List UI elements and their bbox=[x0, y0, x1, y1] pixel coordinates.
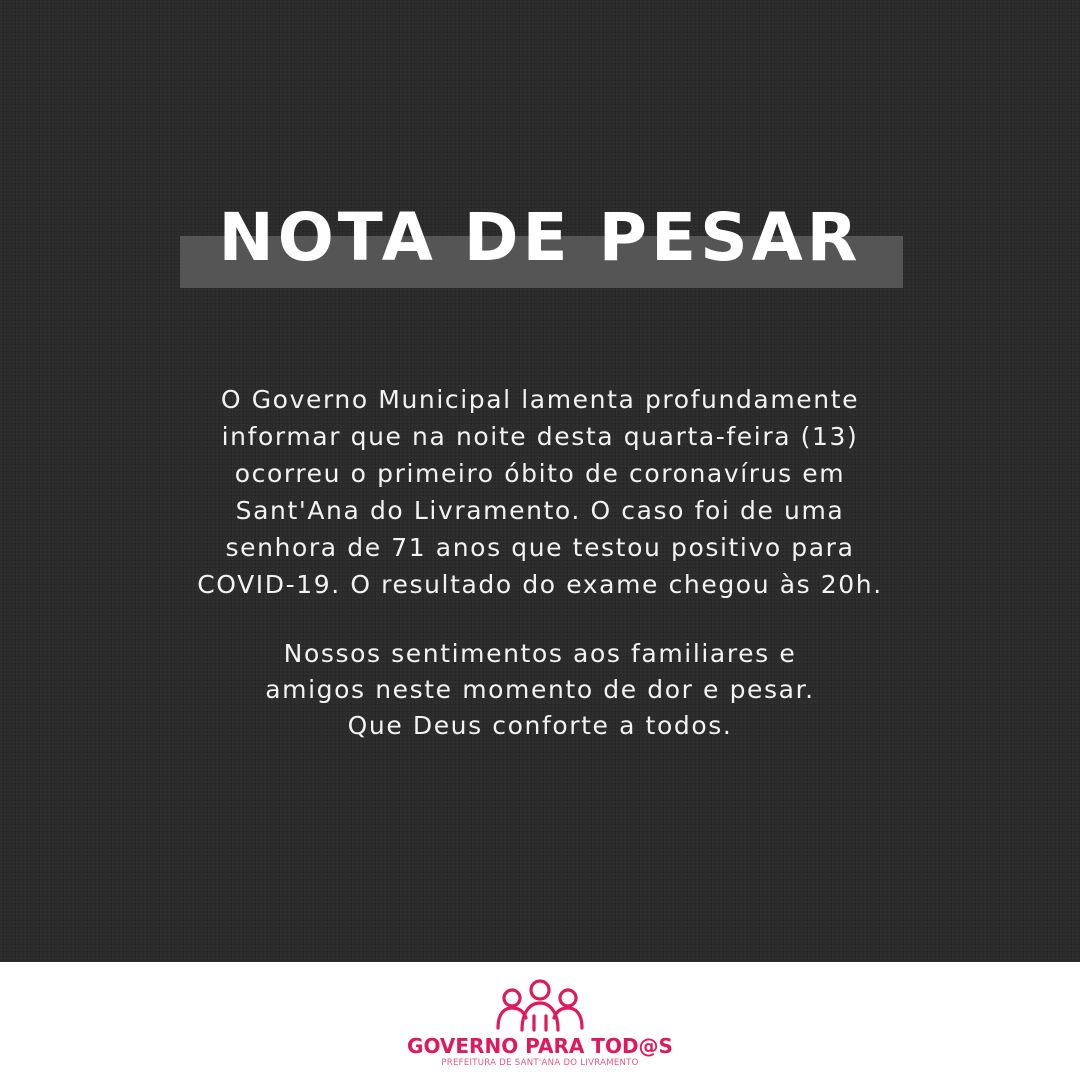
logo-subtitle: PREFEITURA DE SANT'ANA DO LIVRAMENTO bbox=[441, 1058, 639, 1068]
announcement-paragraph bbox=[90, 381, 990, 603]
paragraph-line: O Governo Municipal lamenta profundamente bbox=[220, 385, 860, 414]
paragraph-line: informar que na noite desta quarta-feira (13) bbox=[221, 422, 859, 451]
paragraph-line: COVID-19. O resultado do exame chegou às 20h. bbox=[197, 570, 883, 599]
paragraph-line: Nossos sentimentos aos familiares e bbox=[283, 639, 797, 668]
paragraph-line: senhora de 71 anos que testou positivo para bbox=[225, 533, 855, 562]
paragraph-line: ocorreu o primeiro óbito de coronavírus em bbox=[234, 459, 846, 488]
footer bbox=[0, 962, 1080, 1080]
condolence-paragraph bbox=[90, 636, 990, 744]
logo-name: GOVERNO PARA TOD@S bbox=[407, 1034, 673, 1058]
paragraph-line: Que Deus conforte a todos. bbox=[347, 711, 733, 740]
title-block bbox=[0, 196, 1080, 296]
page-title: NOTA DE PESAR bbox=[218, 199, 862, 276]
paragraph-line: Sant'Ana do Livramento. O caso foi de uma bbox=[235, 496, 845, 525]
three-people-icon bbox=[490, 976, 590, 1032]
paragraph-line: amigos neste momento de dor e pesar. bbox=[265, 675, 815, 704]
government-logo bbox=[390, 976, 690, 1076]
